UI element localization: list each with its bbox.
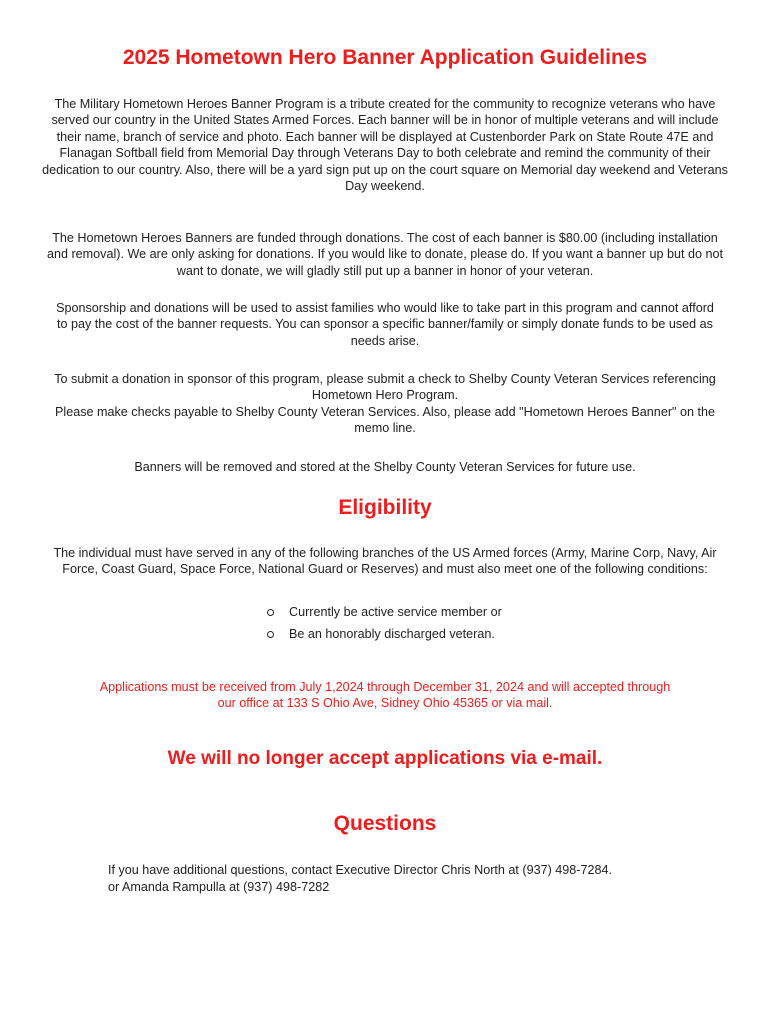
contact-line-2: or Amanda Rampulla at (937) 498-7282 xyxy=(108,880,330,894)
hollow-circle-bullet-icon xyxy=(267,609,274,616)
sponsorship-paragraph: Sponsorship and donations will be used to assist families who would like to take part in this program and cannot afford to pay the cost of the banner requests. You can sponsor a specific banner/family or simply donate funds to be used as needs arise. xyxy=(56,301,714,348)
conditions-list xyxy=(263,602,502,645)
eligibility-heading: Eligibility xyxy=(338,496,432,519)
hollow-circle-bullet-icon xyxy=(267,631,274,638)
banner-removal-paragraph: Banners will be removed and stored at the Shelby County Veteran Services for future use. xyxy=(134,460,636,474)
condition-text: Be an honorably discharged veteran. xyxy=(289,626,495,641)
page-title: 2025 Hometown Hero Banner Application Guidelines xyxy=(122,46,648,69)
eligibility-paragraph: The individual must have served in any of the following branches of the US Armed forces (Army, Marine Corp, Navy, Air Force, Coast Guard, Space Force, National Guard or Reserves) and must also meet one of the following conditions: xyxy=(53,546,717,577)
intro-paragraph: The Military Hometown Heroes Banner Program is a tribute created for the community to recognize veterans who have served our country in the United States Armed Forces. Each banner will be in honor of multiple veterans and will include their name, branch of service and photo. Each banner will be displayed at Custenborder Park on State Route 47E and Flanagan Softball field from Memorial Day through Veterans Day to both celebrate and remind the community of their dedication to our country. Also, there will be a yard sign put up on the court square on Memorial day weekend and Veterans Day weekend. xyxy=(42,97,728,194)
list-item xyxy=(263,624,502,646)
condition-text: Currently be active service member or xyxy=(289,605,502,619)
contact-line-1: If you have additional questions, contact Executive Director Chris North at (937) 498-7284. xyxy=(108,863,613,877)
checks-payable-paragraph: Please make checks payable to Shelby County Veteran Services. Also, please add "Hometown Heroes Banner" on the memo line. xyxy=(55,405,715,436)
funding-paragraph: The Hometown Heroes Banners are funded through donations. The cost of each banner is $80.00 (including installation and removal). We are only asking for donations. If you would like to donate, please do. If you want a banner up but do not want to donate, we will gladly still put up a banner in honor of your veteran. xyxy=(46,231,724,278)
questions-heading: Questions xyxy=(333,812,437,835)
contact-info xyxy=(108,862,612,896)
list-item xyxy=(263,602,502,624)
no-email-notice: We will no longer accept applications via e-mail. xyxy=(167,748,603,769)
donation-submit-paragraph: To submit a donation in sponsor of this program, please submit a check to Shelby County Veteran Services referencing Hometown Hero Program. xyxy=(54,372,716,403)
applications-window-notice: Applications must be received from July 1,2024 through December 31, 2024 and will accepted through our office at 133 S Ohio Ave, Sidney Ohio 45365 or via mail. xyxy=(99,680,671,711)
